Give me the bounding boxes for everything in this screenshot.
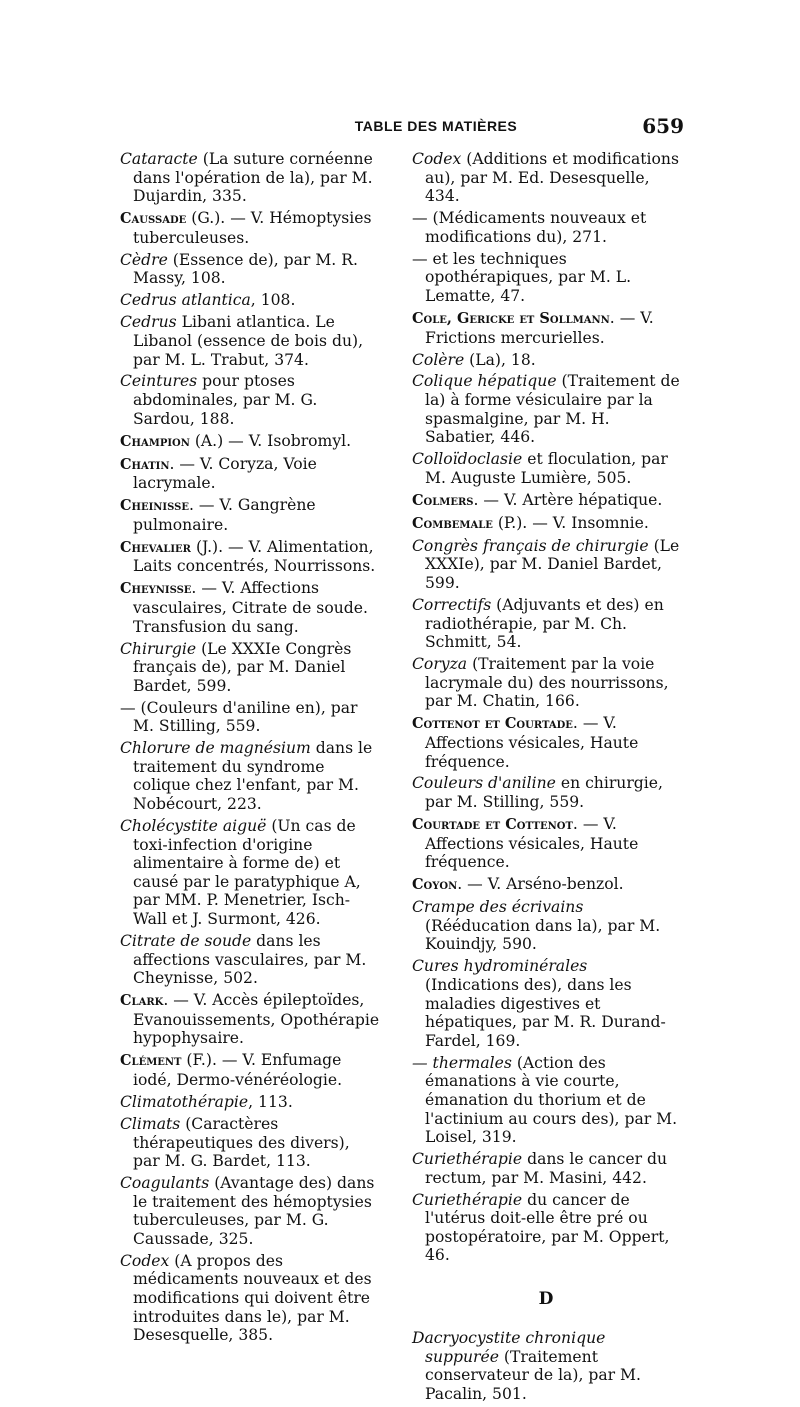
entry-text: (Le XXXIe), par M. Daniel Bardet, 599.: [425, 536, 680, 592]
index-entry: [120, 291, 380, 310]
index-entry: [120, 209, 380, 247]
index-entry: [412, 250, 680, 306]
entry-heading: Courtade et Cottenot: [412, 816, 573, 834]
entry-heading: Codex: [412, 150, 462, 168]
index-entry: [412, 815, 680, 872]
index-entry: [120, 640, 380, 696]
index-entry: [412, 1191, 680, 1265]
entry-text: (P.). — V. Insomnie.: [492, 513, 649, 532]
index-entry: [120, 932, 380, 988]
index-entry: [120, 699, 380, 736]
index-entry: [412, 875, 680, 895]
entry-text: . — V. Affections vésicales, Haute fréquence.: [425, 815, 639, 872]
entry-heading: Ceintures: [120, 372, 198, 391]
right-column-d-entries: [412, 1329, 680, 1403]
entry-text: (Action des émanations à vie courte, émanation du thorium et de l'actinium au cours des), par M. Loisel, 319.: [425, 1053, 678, 1147]
entry-text: du cancer de l'utérus doit-elle être pré ou postopératoire, par M. Oppert, 46.: [425, 1190, 670, 1265]
entry-text: Libani atlantica. Le Libanol (essence de bois du), par M. L. Trabut, 374.: [133, 313, 364, 369]
entry-text: dans le cancer du rectum, par M. Masini, 442.: [425, 1150, 668, 1187]
entry-heading: Colère: [412, 350, 465, 369]
index-entry: [412, 1150, 680, 1187]
entry-text: (A.) — V. Isobromyl.: [189, 431, 352, 450]
index-entry: [120, 251, 380, 288]
entry-text: , 113.: [248, 1092, 293, 1111]
entry-text: dans les affections vasculaires, par M. Cheynisse, 502.: [133, 932, 367, 988]
entry-text: (J.). — V. Alimentation, Laits concentrés, Nourrissons.: [133, 537, 376, 576]
entry-heading: Cedrus: [120, 313, 177, 332]
entry-heading: Cures hydrominérales: [412, 957, 588, 976]
entry-heading: Coyon: [412, 876, 458, 894]
entry-text: . — V. Affections vésicales, Haute fréquence.: [425, 714, 639, 771]
index-entry: [412, 514, 680, 534]
index-entry: [120, 1051, 380, 1089]
entry-heading: Colique hépatique: [412, 372, 557, 391]
index-entry: [412, 491, 680, 511]
entry-text: dans le traitement du syndrome colique chez l'enfant, par M. Nobécourt, 223.: [133, 739, 373, 814]
entry-text: . — V. Artère hépatique.: [473, 490, 663, 509]
entry-text: pour ptoses abdominales, par M. G. Sardou, 188.: [133, 372, 318, 428]
entry-heading: Caussade: [120, 210, 187, 228]
entry-text: (Traitement par la voie lacrymale du) des nourrissons, par M. Chatin, 166.: [425, 655, 669, 711]
entry-heading: Cholécystite aiguë: [120, 817, 267, 836]
index-entry: [120, 432, 380, 452]
entry-text: (La suture cornéenne dans l'opération de la), par M. Dujardin, 335.: [133, 150, 373, 206]
index-entry: [412, 537, 680, 593]
entry-text: . — V. Arséno-benzol.: [457, 875, 624, 894]
section-letter: D: [538, 1289, 554, 1310]
index-entry: [120, 372, 380, 428]
page-header: [118, 112, 684, 142]
entry-heading: Couleurs d'aniline: [412, 774, 556, 793]
entry-text: (G.). — V. Hémoptysies tuberculeuses.: [133, 209, 372, 247]
entry-heading: Citrate de soude: [120, 932, 252, 951]
entry-text: (La), 18.: [464, 350, 536, 369]
entry-text: — (Couleurs d'aniline en), par M. Stilling, 559.: [120, 698, 358, 736]
entry-text: . — V. Accès épileptoïdes, Evanouissements, Opothérapie hypophysaire.: [133, 991, 380, 1048]
entry-heading: Curiethérapie: [412, 1150, 523, 1169]
entry-heading: Correctifs: [412, 595, 492, 614]
entry-heading: Cèdre: [120, 250, 168, 269]
index-entry: [120, 1252, 380, 1345]
entry-heading: — thermales: [412, 1053, 512, 1072]
index-entry: [120, 579, 380, 636]
entry-heading: Codex: [120, 1251, 170, 1270]
entry-heading: Chatin: [120, 455, 170, 473]
entry-text: (Additions et modifications au), par M. Ed. Desesquelle, 434.: [425, 150, 679, 206]
index-entry: [412, 309, 680, 347]
entry-heading: Colmers: [412, 491, 474, 509]
entry-heading: Cedrus atlantica: [120, 291, 251, 310]
entry-text: — et les techniques opothérapiques, par M. L. Lematte, 47.: [412, 249, 632, 305]
index-entry: [412, 957, 680, 1050]
index-entry: [412, 714, 680, 771]
index-entry: [412, 1329, 680, 1403]
index-entry: [412, 655, 680, 711]
index-entry: [412, 450, 680, 487]
entry-heading: Colloïdoclasie: [412, 450, 523, 469]
entry-text: (Un cas de toxi-infection d'origine alimentaire à forme de) et causé par le paratyphique A, par MM. P. Menetrier, Isch-Wall et J. Surmont, 426.: [133, 817, 361, 929]
entry-text: (Indications des), dans les maladies digestives et hépatiques, par M. R. Durand-Fardel, 169.: [425, 975, 666, 1050]
index-entry: [120, 313, 380, 369]
entry-text: . — V. Frictions mercurielles.: [425, 308, 654, 347]
entry-heading: Cheynisse: [120, 580, 192, 598]
index-entry: [120, 496, 380, 534]
entry-text: (F.). — V. Enfumage iodé, Dermo-vénéréologie.: [133, 1051, 343, 1089]
entry-text: (Adjuvants et des) en radiothérapie, par M. Ch. Schmitt, 54.: [425, 595, 664, 652]
entry-heading: Cheinisse: [120, 497, 189, 515]
entry-heading: Dacryocystite chronique suppurée: [412, 1329, 606, 1366]
entry-text: en chirurgie, par M. Stilling, 559.: [425, 774, 663, 812]
index-entry: [120, 1093, 380, 1112]
index-entry: [412, 596, 680, 652]
entry-heading: Clément: [120, 1052, 182, 1070]
index-entry: [412, 372, 680, 446]
entry-heading: Clark: [120, 992, 164, 1010]
entry-heading: Climats: [120, 1114, 181, 1133]
entry-heading: Coryza: [412, 655, 468, 674]
entry-heading: Champion: [120, 432, 190, 450]
right-column: [412, 150, 680, 1407]
entry-heading: Cottenot et Courtade: [412, 715, 573, 733]
index-entry: [120, 1174, 380, 1248]
entry-text: (Rééducation dans la), par M. Kouindjy, 590.: [425, 916, 661, 954]
left-column: [120, 150, 380, 1348]
entry-text: , 108.: [250, 291, 296, 310]
entry-text: (Avantage des) dans le traitement des hémoptysies tuberculeuses, par M. G. Caussade, 325.: [133, 1174, 375, 1248]
entry-heading: Combemale: [412, 514, 493, 532]
entry-text: — (Médicaments nouveaux et modifications du), 271.: [412, 209, 647, 246]
index-entry: [120, 817, 380, 929]
entry-heading: Curiethérapie: [412, 1190, 523, 1209]
index-entry: [120, 150, 380, 206]
index-entry: [412, 898, 680, 954]
index-entry: [120, 1115, 380, 1171]
right-column-c-entries: [412, 150, 680, 1265]
entry-heading: Chlorure de magnésium: [120, 739, 311, 758]
entry-text: (Traitement conservateur de la), par M. Pacalin, 501.: [425, 1347, 641, 1403]
entry-heading: Congrès français de chirurgie: [412, 536, 649, 555]
entry-text: (A propos des médicaments nouveaux et des modifications qui doivent être introduites dans le), par M. Desesquelle, 385.: [133, 1251, 372, 1345]
entry-heading: Chirurgie: [120, 639, 197, 658]
entry-text: . — V. Affections vasculaires, Citrate de soude. Transfusion du sang.: [133, 579, 368, 636]
index-entry: [120, 455, 380, 493]
entry-text: et floculation, par M. Auguste Lumière, 505.: [425, 450, 668, 487]
entry-text: (Caractères thérapeutiques des divers), par M. G. Bardet, 113.: [133, 1114, 350, 1171]
index-entry: [412, 209, 680, 246]
entry-text: . — V. Coryza, Voie lacrymale.: [133, 454, 317, 493]
running-title: TABLE DES MATIÈRES: [354, 118, 518, 134]
entry-heading: Chevalier: [120, 538, 191, 556]
entry-heading: Climatothérapie: [120, 1092, 249, 1111]
index-entry: [412, 1054, 680, 1147]
entry-heading: Cataracte: [120, 150, 198, 168]
index-entry: [120, 991, 380, 1048]
entry-text: (Essence de), par M. R. Massy, 108.: [133, 250, 358, 288]
index-entry: [412, 150, 680, 206]
entry-text: . — V. Gangrène pulmonaire.: [133, 496, 316, 534]
index-entry: [120, 538, 380, 576]
page-number: 659: [642, 114, 684, 138]
entry-heading: Crampe des écrivains: [412, 898, 584, 917]
entry-heading: Coagulants: [120, 1174, 210, 1193]
index-entry: [412, 774, 680, 811]
index-entry: [412, 351, 680, 370]
entry-heading: Cole, Gericke et Sollmann: [412, 309, 610, 327]
entry-text: (Traitement de la) à forme vésiculaire par la spasmalgine, par M. H. Sabatier, 446.: [425, 372, 680, 447]
entry-text: (Le XXXIe Congrès français de), par M. Daniel Bardet, 599.: [133, 639, 352, 695]
index-entry: [120, 739, 380, 813]
